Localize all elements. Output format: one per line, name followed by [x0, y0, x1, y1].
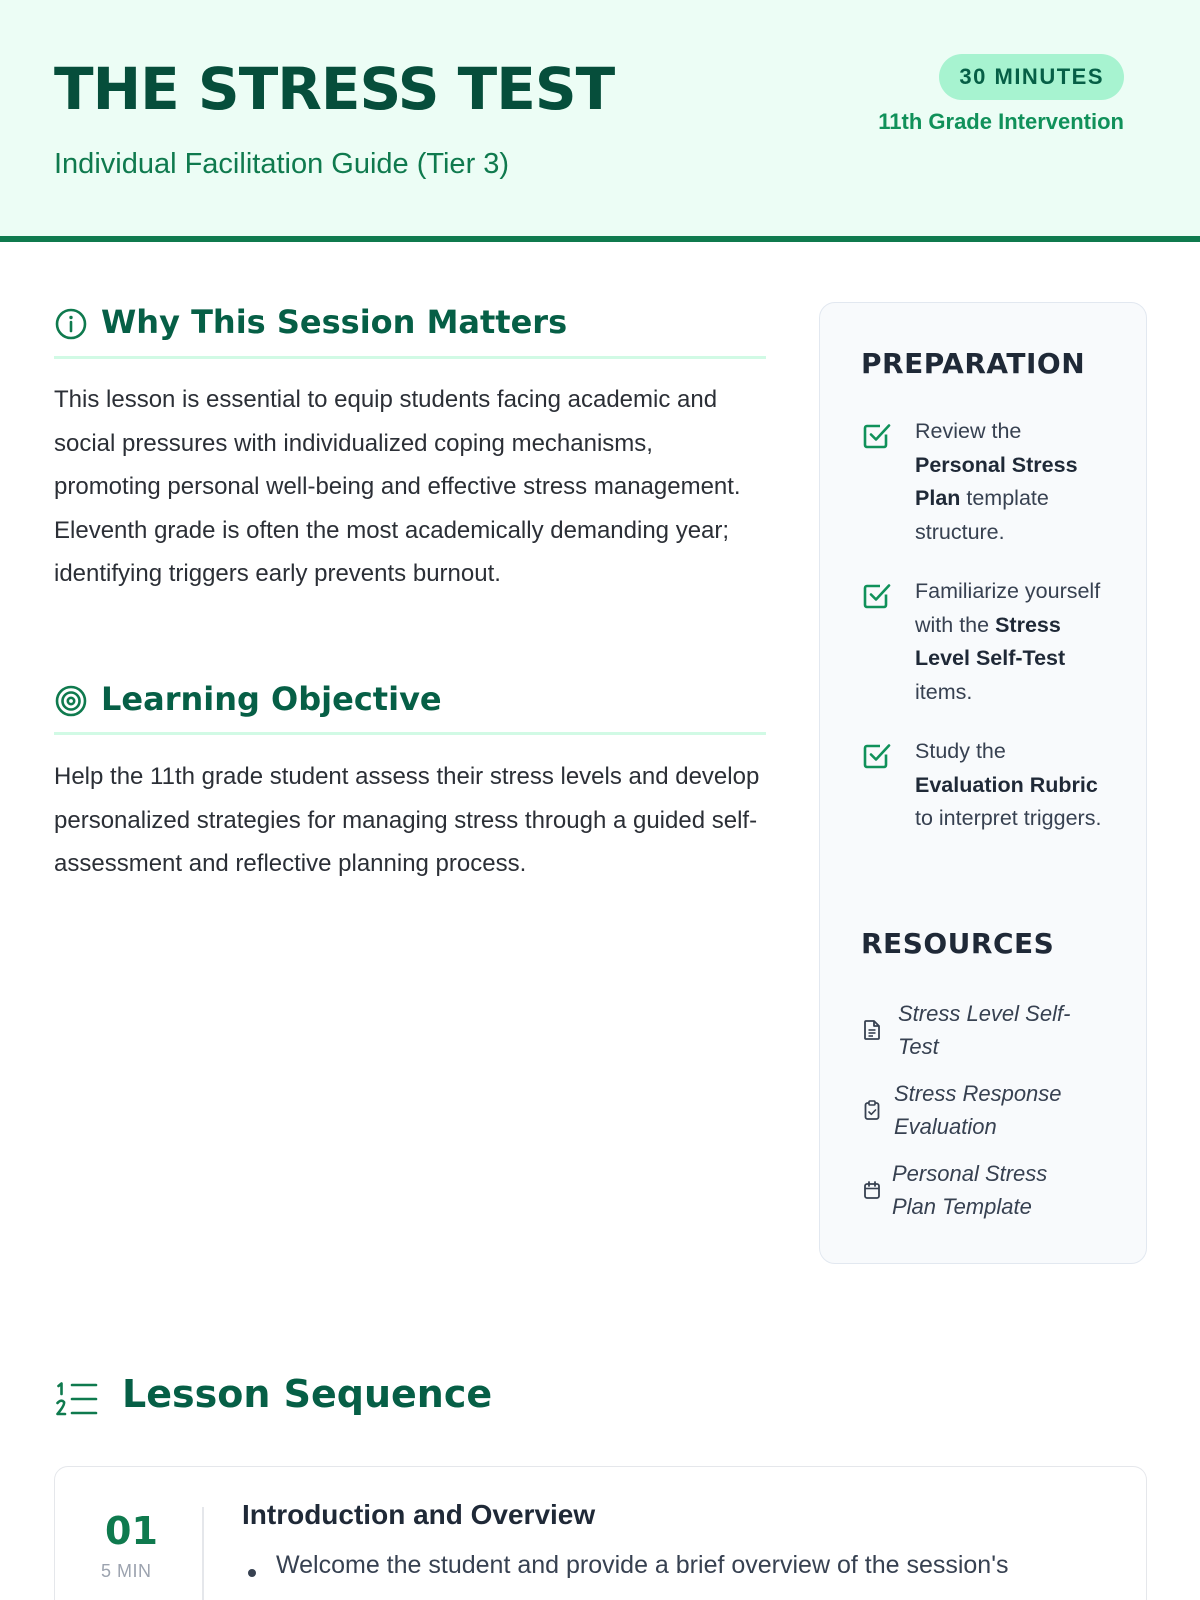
document-icon [861, 1019, 883, 1041]
step-divider [202, 1507, 204, 1600]
sidebar-panel [819, 302, 1147, 1264]
bullet-dot [248, 1569, 256, 1577]
preparation-text: Study the Evaluation Rubric to interpret triggers. [915, 739, 1102, 830]
preparation-text: Familiarize yourself with the Stress Level Self-Test items. [915, 579, 1101, 704]
resource-label: Stress Response Evaluation [894, 1081, 1062, 1139]
resource-label: Stress Level Self-Test [898, 1001, 1071, 1059]
why-paragraph: This lesson is essential to equip students facing academic and social pressures with individualized coping mechanisms, promoting personal well-being and effective stress management. Eleventh grade is often the most academically demanding year; identifying triggers early prevents burnout. [54, 386, 741, 587]
preparation-text: Review the Personal Stress Plan template structure. [915, 419, 1078, 544]
resource-label: Personal Stress Plan Template [892, 1161, 1048, 1219]
duration-badge: 30 MINUTES [939, 54, 1124, 100]
lesson-step-card [54, 1466, 1147, 1600]
step-number: 01 [105, 1509, 158, 1553]
info-circle-icon [54, 307, 88, 341]
step-title: Introduction and Overview [242, 1499, 596, 1530]
page-subtitle: Individual Facilitation Guide (Tier 3) [54, 148, 510, 180]
why-section-heading [54, 303, 766, 359]
numbered-list-icon [56, 1380, 98, 1420]
sequence-heading-text: Lesson Sequence [122, 1372, 493, 1416]
step-duration: 5 MIN [101, 1561, 152, 1581]
page-header [0, 0, 1200, 242]
resources-title: RESOURCES [861, 927, 1055, 960]
target-icon [54, 684, 88, 718]
step-bullet-text: Welcome the student and provide a brief overview of the session's [276, 1551, 1009, 1579]
objective-heading-text: Learning Objective [101, 680, 442, 718]
objective-paragraph: Help the 11th grade student assess their stress levels and develop personalized strategies for managing stress through a guided self-assessment and reflective planning process. [54, 763, 760, 877]
checkbox-checked-icon [861, 739, 893, 771]
calendar-icon [861, 1179, 883, 1201]
preparation-title: PREPARATION [861, 347, 1086, 380]
clipboard-check-icon [861, 1099, 883, 1121]
page-title: THE STRESS TEST [54, 55, 615, 123]
why-heading-text: Why This Session Matters [101, 303, 568, 341]
grade-label: 11th Grade Intervention [878, 109, 1124, 134]
objective-section-heading [54, 680, 766, 735]
sequence-section-heading [56, 1374, 856, 1426]
checkbox-checked-icon [861, 419, 893, 451]
checkbox-checked-icon [861, 579, 893, 611]
